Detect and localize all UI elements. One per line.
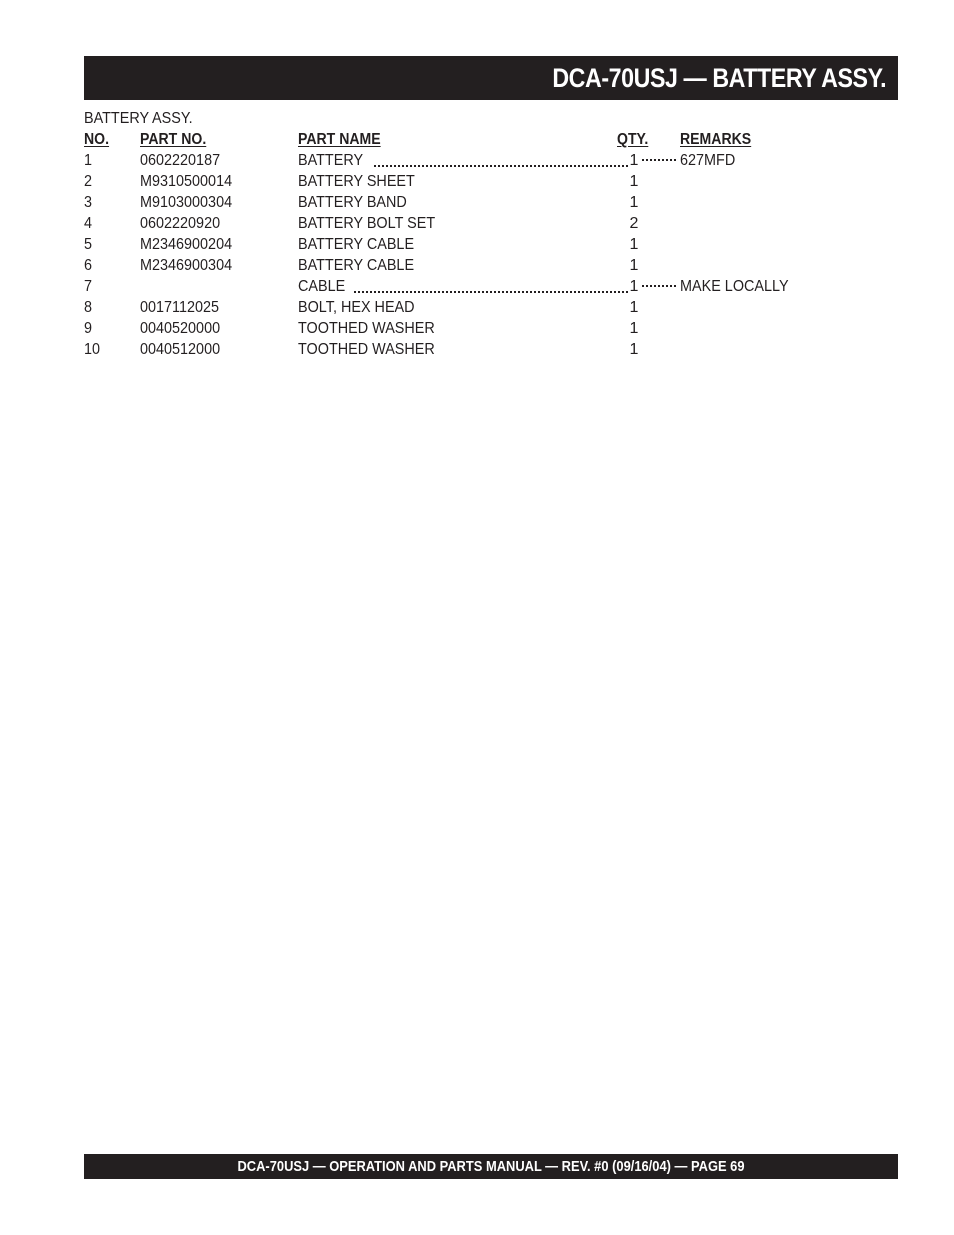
part-name-text: BATTERY BAND: [298, 194, 407, 211]
part-name-wrap: [298, 172, 432, 192]
table-row: [84, 193, 884, 214]
column-header-part-name: PART NAME: [298, 131, 381, 148]
cell-part-name: [298, 151, 628, 171]
parts-table-header: [84, 130, 884, 150]
cell-no: 5: [84, 236, 93, 253]
table-row: [84, 319, 884, 340]
cell-qty: 1: [629, 173, 639, 190]
cell-part-no: 0602220187: [140, 152, 221, 169]
cell-part-name: [298, 214, 628, 234]
column-header-part-no: PART NO.: [140, 131, 207, 148]
part-name-wrap: [298, 340, 454, 360]
remarks-dot-leader: [642, 159, 676, 161]
cell-part-no: 0602220920: [140, 215, 221, 232]
table-row: [84, 214, 884, 235]
part-name-wrap: [298, 319, 454, 339]
cell-part-no: 0017112025: [140, 299, 220, 316]
part-name-wrap: [298, 277, 354, 297]
page-footer-text: DCA-70USJ — OPERATION AND PARTS MANUAL — REV. #0 (09/16/04) — PAGE 69: [237, 1158, 745, 1175]
page-header-bar: [84, 56, 898, 100]
column-header-no: NO.: [84, 131, 110, 148]
remarks-text: 627MFD: [680, 152, 736, 169]
table-row: [84, 298, 884, 319]
part-name-wrap: [298, 256, 431, 276]
part-name-text: BATTERY BOLT SET: [298, 215, 436, 232]
cell-qty: 1: [629, 236, 639, 253]
cell-part-no: 0040512000: [140, 341, 221, 358]
cell-qty: 1: [629, 257, 639, 274]
cell-part-name: [298, 319, 628, 339]
cell-no: 10: [84, 341, 101, 358]
section-label: BATTERY ASSY.: [84, 110, 193, 127]
cell-part-name: [298, 277, 628, 297]
cell-part-no: M9103000304: [140, 194, 233, 211]
part-name-text: TOOTHED WASHER: [298, 320, 435, 337]
table-row: [84, 277, 884, 298]
table-row: [84, 151, 884, 172]
cell-qty: 1: [629, 278, 639, 295]
table-row: [84, 235, 884, 256]
remarks-dot-leader: [642, 285, 676, 287]
cell-part-no: M2346900204: [140, 236, 233, 253]
cell-qty: 1: [629, 194, 639, 211]
part-name-text: BATTERY: [298, 152, 364, 169]
part-name-text: TOOTHED WASHER: [298, 341, 435, 358]
part-name-wrap: [298, 151, 374, 171]
cell-part-name: [298, 298, 628, 318]
part-name-text: CABLE: [298, 278, 346, 295]
cell-no: 8: [84, 299, 93, 316]
cell-remarks: [640, 151, 940, 171]
parts-table-body: [84, 151, 884, 361]
cell-no: 2: [84, 173, 93, 190]
cell-part-name: [298, 340, 628, 360]
page-title: DCA-70USJ — BATTERY ASSY.: [552, 63, 886, 93]
cell-no: 6: [84, 257, 93, 274]
part-name-text: BATTERY CABLE: [298, 236, 415, 253]
part-name-wrap: [298, 193, 423, 213]
cell-part-name: [298, 172, 628, 192]
part-name-text: BATTERY CABLE: [298, 257, 415, 274]
column-header-qty: QTY.: [617, 131, 649, 148]
cell-no: 3: [84, 194, 93, 211]
table-row: [84, 256, 884, 277]
cell-part-name: [298, 256, 628, 276]
table-row: [84, 340, 884, 361]
cell-no: 9: [84, 320, 93, 337]
cell-no: 7: [84, 278, 93, 295]
cell-qty: 1: [629, 341, 639, 358]
cell-part-no: M9310500014: [140, 173, 233, 190]
cell-remarks: [640, 277, 940, 297]
cell-part-no: M2346900304: [140, 257, 233, 274]
part-name-text: BOLT, HEX HEAD: [298, 299, 415, 316]
table-row: [84, 172, 884, 193]
part-name-wrap: [298, 235, 431, 255]
cell-qty: 1: [629, 152, 639, 169]
cell-qty: 2: [629, 215, 639, 232]
cell-qty: 1: [629, 299, 639, 316]
part-name-wrap: [298, 298, 432, 318]
part-name-wrap: [298, 214, 454, 234]
cell-part-no: 0040520000: [140, 320, 221, 337]
cell-no: 1: [84, 152, 93, 169]
column-header-remarks: REMARKS: [680, 131, 752, 148]
remarks-text: MAKE LOCALLY: [680, 278, 789, 295]
cell-part-name: [298, 193, 628, 213]
cell-part-name: [298, 235, 628, 255]
cell-no: 4: [84, 215, 93, 232]
cell-qty: 1: [629, 320, 639, 337]
page-footer-bar: [84, 1154, 898, 1179]
part-name-text: BATTERY SHEET: [298, 173, 415, 190]
